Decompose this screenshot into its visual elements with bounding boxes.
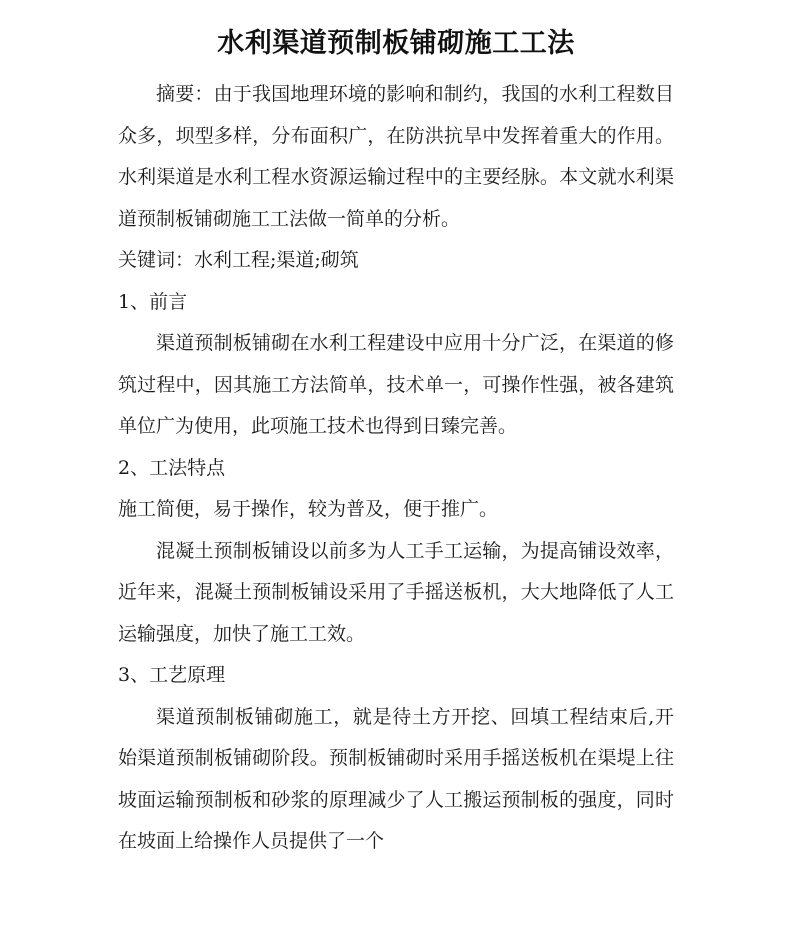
features-paragraph-2: 混凝土预制板铺设以前多为人工手工运输，为提高铺设效率，近年来，混凝土预制板铺设采用了手摇送板机，大大地降低了人工运输强度，加快了施工工效。: [118, 539, 674, 645]
section-heading-principle: 3、工艺原理: [118, 664, 226, 686]
principle-paragraph: 渠道预制板铺砌施工，就是待土方开挖、回填工程结束后,开始渠道预制板铺砌阶段。预制板铺砌时采用手摇送板机在渠堤上往坡面运输预制板和砂浆的原理减少了人工搬运预制板的强度，同时在坡面上给操作人员提供了一个: [118, 705, 674, 852]
section-heading-preface: 1、前言: [118, 290, 188, 313]
features-paragraph-1: 施工简便，易于操作，较为普及，便于推广。: [118, 498, 499, 520]
keywords-line: 关键词：水利工程;渠道;砌筑: [118, 249, 359, 271]
document-title: 水利渠道预制板铺砌施工工法: [217, 28, 575, 59]
preface-paragraph: 渠道预制板铺砌在水利工程建设中应用十分广泛，在渠道的修筑过程中，因其施工方法简单，技术单一，可操作性强，被各建筑单位广为使用，此项施工技术也得到日臻完善。: [118, 332, 674, 437]
abstract-paragraph: 摘要：由于我国地理环境的影响和制约，我国的水利工程数目众多，坝型多样，分布面积广，在防洪抗旱中发挥着重大的作用。水利渠道是水利工程水资源运输过程中的主要经脉。本文就水利渠道预制板铺砌施工工法做一简单的分析。: [118, 83, 674, 230]
section-heading-features: 2、工法特点: [118, 456, 226, 479]
